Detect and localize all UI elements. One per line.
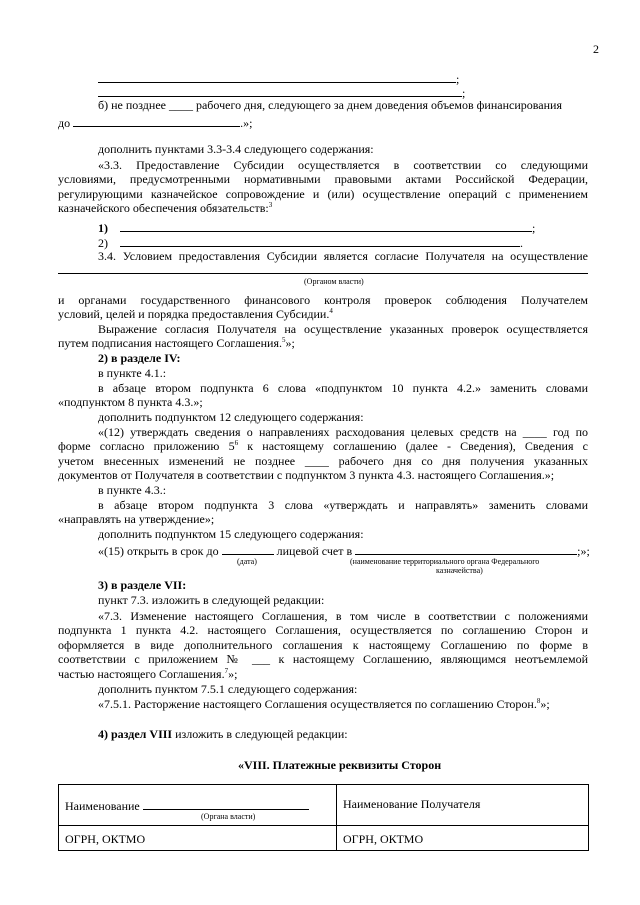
- authority-caption: (Органом власти): [304, 277, 364, 286]
- blank-line-1: ;: [98, 70, 459, 86]
- p-4-1-intro: в пункте 4.1.:: [98, 366, 167, 380]
- p-15-line: «(15) открыть в срок до лицевой счет в ;»;: [98, 544, 590, 558]
- paragraph-b: б) не позднее ____ рабочего дня, следующего за днем доведения объемов финансирования: [98, 98, 562, 112]
- section-viii-title: «VIII. Платежные реквизиты Сторон: [238, 758, 442, 772]
- clause-3-4-line1: 3.4. Условием предоставления Субсидии является согласие Получателя на осуществление: [98, 249, 588, 263]
- p-12-intro: дополнить подпунктом 12 следующего содержания:: [98, 410, 364, 424]
- section-4-heading: 4) раздел VIII изложить в следующей редакции:: [98, 727, 348, 741]
- requisites-table: [58, 784, 589, 851]
- p-4-3-line1: в абзаце втором подпункта 3 слова «утверждать и направлять» заменить словами: [98, 498, 588, 512]
- item-1-blank: 1) ;: [98, 221, 536, 235]
- p-12-line4: документов от Получателя в соответствии с подпунктом 3 пункта 4.3. настоящего Соглашения.»;: [58, 468, 555, 482]
- paragraph-b-cont: до .»;: [58, 116, 253, 130]
- amend-3-3-intro: дополнить пунктами 3.3-3.4 следующего содержания:: [98, 142, 374, 156]
- clause-3-3-line4: казначейского обеспечения обязательств:$^3$: [58, 201, 273, 215]
- clause-3-3-line2: условиями, предусмотренными нормативными правовыми актами Российской Федерации,: [58, 172, 588, 186]
- consent-line2: путем подписания настоящего Соглашения.$^5$»;: [58, 336, 295, 350]
- section-2-heading: 2) в разделе IV:: [98, 351, 181, 365]
- treasury-caption-2: казначейства): [436, 566, 483, 575]
- cell-ogrn-recipient: ОГРН, ОКТМО: [343, 832, 424, 846]
- cell-authority-caption: (Органа власти): [201, 812, 256, 821]
- p-7-5-1-line: «7.5.1. Расторжение настоящего Соглашения осуществляется по соглашению Сторон.$^8$»;: [98, 697, 550, 711]
- p-4-3-intro: в пункте 4.3.:: [98, 483, 167, 497]
- section-3-heading: 3) в разделе VII:: [98, 578, 187, 592]
- cell-authority-name: Наименование: [65, 797, 309, 813]
- authority-blank-line: [58, 273, 588, 274]
- consent-line1: Выражение согласия Получателя на осуществление указанных проверок осуществляется: [98, 322, 588, 336]
- p-7-3-line4: соответствии с приложением № ___ к настоящему Соглашению, являющимся неотъемлемой: [58, 652, 588, 666]
- clause-3-3-line1: «3.3. Предоставление Субсидии осуществляется в соответствии со следующими: [98, 158, 588, 172]
- p-7-3-line1: «7.3. Изменение настоящего Соглашения, в том числе в соответствии с положениями: [98, 609, 588, 623]
- p-12-line3: учетом внесенных изменений не позднее ____ рабочего дня со дня получения указанных: [58, 454, 588, 468]
- p-7-5-1-intro: дополнить пунктом 7.5.1 следующего содержания:: [98, 682, 358, 696]
- p-4-3-line2: «направлять на утверждение»;: [58, 512, 215, 526]
- table-divider-vertical: [336, 785, 337, 850]
- table-divider-horizontal: [59, 825, 588, 826]
- p-12-line2: форме согласно приложению $5^6$ к настоящему соглашению (далее - Сведения), Сведения с: [58, 439, 589, 453]
- clause-3-4-line3: условий, целей и порядка предоставления Субсидии.$^4$: [58, 307, 333, 321]
- p-7-3-line2: подпункта 1 пункта 4.2. настоящего Соглашения, осуществляется по соглашению Сторон и: [58, 623, 588, 637]
- item-2-blank: 2) .: [98, 236, 523, 250]
- p-4-1-line2: «подпунктом 8 пункта 4.3.»;: [58, 395, 203, 409]
- p-12-line1: «(12) утверждать сведения о направлениях расходования целевых средств на ____ год по: [98, 425, 588, 439]
- p-4-1-line1: в абзаце втором подпункта 6 слова «подпунктом 10 пункта 4.2.» заменить словами: [98, 381, 588, 395]
- p-7-3-line5: частью настоящего Соглашения.$^7$»;: [58, 667, 238, 681]
- p-7-3-intro: пункт 7.3. изложить в следующей редакции:: [98, 593, 325, 607]
- page-number: 2: [593, 42, 599, 56]
- treasury-caption-1: (наименование территориального органа Федерального: [350, 557, 540, 566]
- cell-ogrn-authority: ОГРН, ОКТМО: [65, 832, 146, 846]
- blank-line-2: ;: [98, 84, 465, 100]
- p-15-intro: дополнить подпунктом 15 следующего содержания:: [98, 527, 364, 541]
- clause-3-3-line3: регулирующими казначейское сопровождение и (или) осуществление операций с применением: [58, 187, 588, 201]
- clause-3-4-line2: и органами государственного финансового контроля проверок соблюдения Получателем: [58, 293, 588, 307]
- p-7-3-line3: оформляется в виде дополнительного соглашения к настоящему Соглашению по форме в: [58, 638, 588, 652]
- cell-recipient-name: Наименование Получателя: [343, 797, 481, 811]
- date-caption: (дата): [237, 557, 257, 566]
